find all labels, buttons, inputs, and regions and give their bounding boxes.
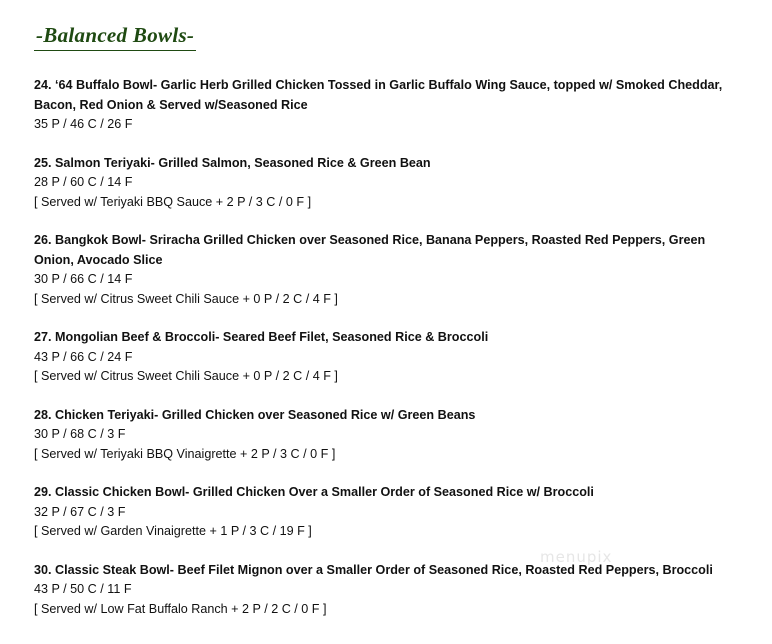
menu-item [34,561,746,620]
menu-item-sauce: [ Served w/ Teriyaki BBQ Sauce + 2 P / 3 C / 0 F ] [34,194,312,209]
menu-item-title: 26. Bangkok Bowl- Sriracha Grilled Chicken over Seasoned Rice, Banana Peppers, Roasted Red Peppers, Green Onion, Avocado Slice [34,233,706,267]
menu-item-macros: 28 P / 60 C / 14 F [34,175,133,189]
menu-item-sauce: [ Served w/ Citrus Sweet Chili Sauce + 0 P / 2 C / 4 F ] [34,369,338,383]
watermark: menupix [540,548,613,566]
menu-item [34,483,746,542]
menu-item-title: 27. Mongolian Beef & Broccoli- Seared Beef Filet, Seasoned Rice & Broccoli [34,330,489,344]
menu-item [34,154,746,213]
menu-item-sauce: [ Served w/ Citrus Sweet Chili Sauce + 0 P / 2 C / 4 F ] [34,291,338,306]
menu-item-title: 28. Chicken Teriyaki- Grilled Chicken over Seasoned Rice w/ Green Beans [34,407,476,422]
menu-item-title: 29. Classic Chicken Bowl- Grilled Chicken Over a Smaller Order of Seasoned Rice w/ Broccoli [34,485,594,499]
menu-item [34,231,746,309]
menu-item-sauce: [ Served w/ Teriyaki BBQ Vinaigrette + 2 P / 3 C / 0 F ] [34,446,336,461]
menu-item-macros: 43 P / 66 C / 24 F [34,349,133,364]
menu-item-macros: 32 P / 67 C / 3 F [34,504,126,519]
menu-item-macros: 30 P / 66 C / 14 F [34,272,133,286]
menu-item-list [34,76,746,619]
menu-item-sauce: [ Served w/ Low Fat Buffalo Ranch + 2 P / 2 C / 0 F ] [34,601,327,616]
menu-item-sauce: [ Served w/ Garden Vinaigrette + 1 P / 3 C / 19 F ] [34,524,312,538]
menu-item-macros: 35 P / 46 C / 26 F [34,117,133,131]
section-title: -Balanced Bowls- [34,22,196,51]
menu-item [34,406,746,465]
menu-item [34,76,746,135]
menu-item-macros: 43 P / 50 C / 11 F [34,582,132,596]
menu-item-title: 30. Classic Steak Bowl- Beef Filet Mignon over a Smaller Order of Seasoned Rice, Roasted Red Peppers, Broccoli [34,562,713,577]
menu-item-macros: 30 P / 68 C / 3 F [34,427,126,441]
menu-item-title: 24. ‘64 Buffalo Bowl- Garlic Herb Grilled Chicken Tossed in Garlic Buffalo Wing Sauce, topped w/ Smoked Cheddar, Bacon, Red Onion & Served w/Seasoned Rice [34,78,723,112]
menu-item [34,328,746,387]
menu-item-title: 25. Salmon Teriyaki- Grilled Salmon, Seasoned Rice & Green Bean [34,155,431,170]
